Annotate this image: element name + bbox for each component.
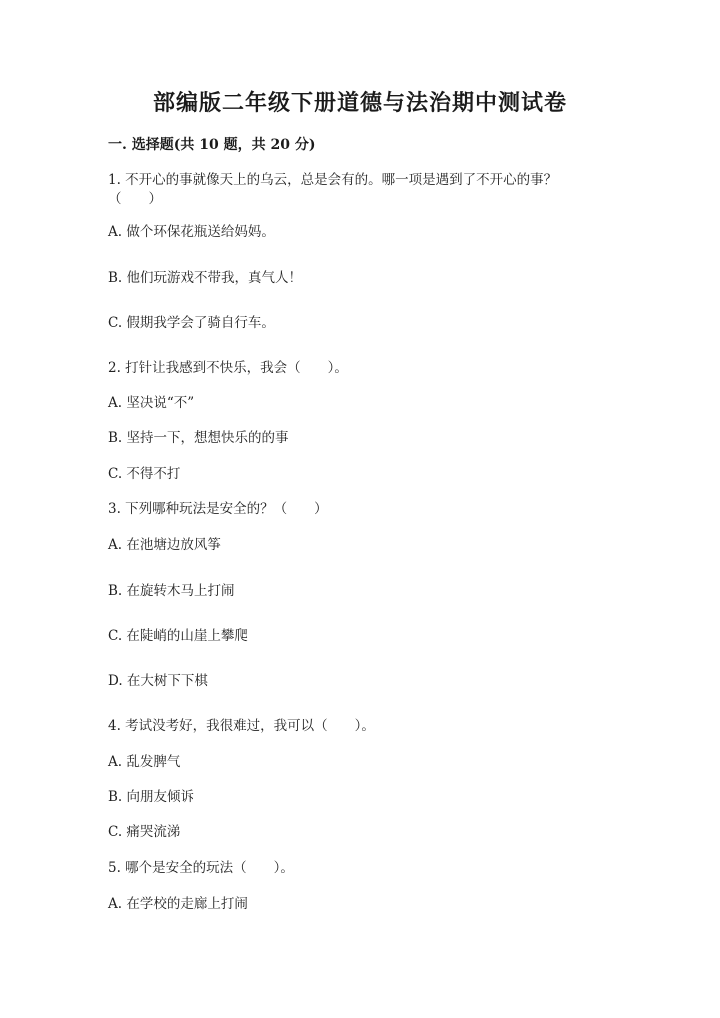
question-3-option-a: A. 在池塘边放风筝 — [108, 537, 221, 553]
question-4-option-a: A. 乱发脾气 — [108, 754, 181, 770]
question-1-option-c: C. 假期我学会了骑自行车。 — [108, 315, 275, 331]
question-2-option-c: C. 不得不打 — [108, 466, 181, 482]
question-3-option-b: B. 在旋转木马上打闹 — [108, 583, 235, 599]
question-5-option-a: A. 在学校的走廊上打闹 — [108, 896, 248, 912]
question-2-stem: 2. 打针让我感到不快乐，我会（ ）。 — [108, 360, 348, 376]
question-5-stem: 5. 哪个是安全的玩法（ ）。 — [108, 860, 294, 876]
question-2-option-a: A. 坚决说“不” — [108, 395, 195, 411]
question-2-option-b: B. 坚持一下，想想快乐的的事 — [108, 430, 289, 446]
question-1-option-b: B. 他们玩游戏不带我，真气人！ — [108, 270, 303, 286]
section-heading: 一. 选择题(共 10 题，共 20 分) — [108, 137, 316, 153]
question-1-option-a: A. 做个环保花瓶送给妈妈。 — [108, 224, 275, 240]
question-1-stem-continued: （ ） — [108, 191, 162, 207]
question-4-option-c: C. 痛哭流涕 — [108, 824, 181, 840]
question-3-stem: 3. 下列哪种玩法是安全的？（ ） — [108, 501, 328, 517]
question-1-stem: 1. 不开心的事就像天上的乌云，总是会有的。哪一项是遇到了不开心的事？ — [108, 172, 558, 188]
page-title: 部编版二年级下册道德与法治期中测试卷 — [152, 90, 567, 116]
question-4-stem: 4. 考试没考好，我很难过，我可以（ ）。 — [108, 718, 375, 734]
question-3-option-d: D. 在大树下下棋 — [108, 673, 208, 689]
question-3-option-c: C. 在陡峭的山崖上攀爬 — [108, 628, 248, 644]
question-4-option-b: B. 向朋友倾诉 — [108, 789, 195, 805]
